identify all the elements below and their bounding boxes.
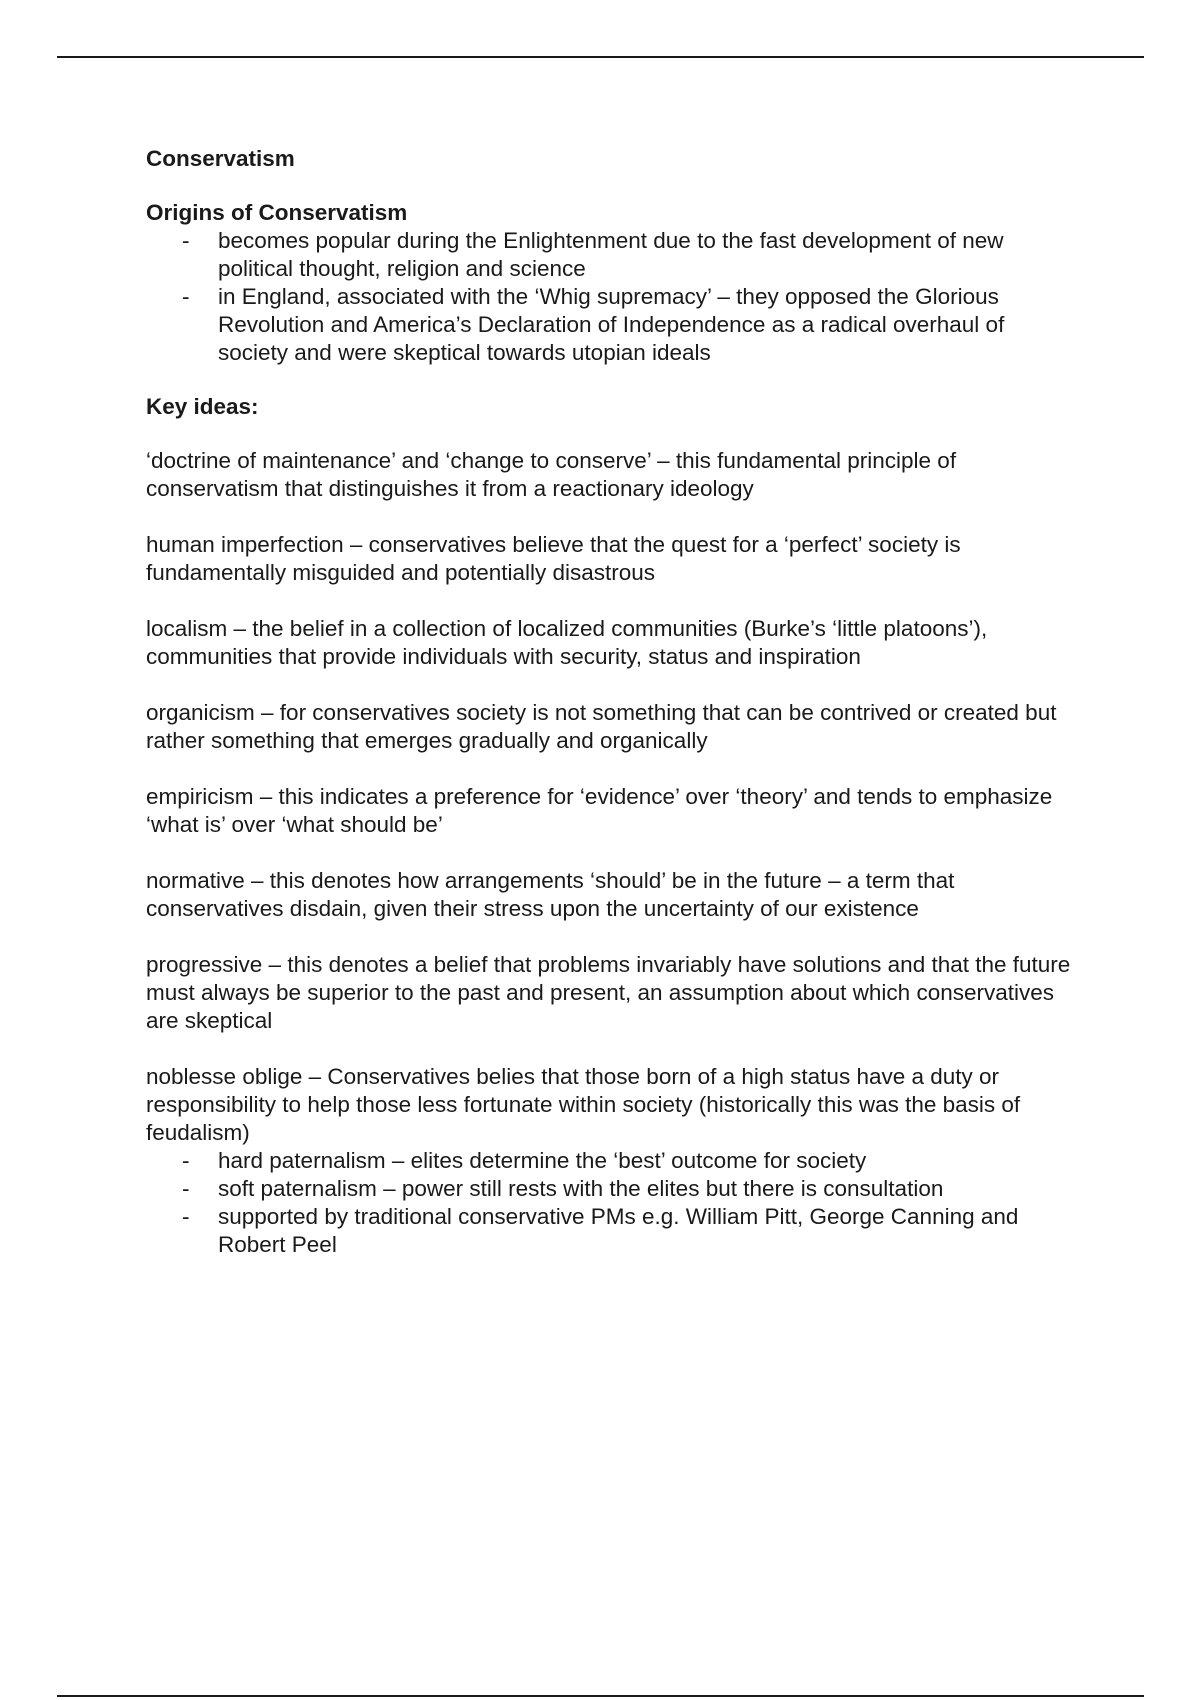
list-item-text: supported by traditional conservative PMs e.g. William Pitt, George Canning and Robert Peel bbox=[218, 1204, 1019, 1257]
key-ideas-heading: Key ideas: bbox=[146, 394, 259, 419]
key-idea-paragraph: human imperfection – conservatives believe that the quest for a ‘perfect’ society is fundamentally misguided and potentially disastrous bbox=[146, 532, 961, 585]
list-item bbox=[146, 283, 1076, 367]
document-body bbox=[146, 145, 1076, 1259]
list-item-text: soft paternalism – power still rests with the elites but there is consultation bbox=[218, 1176, 944, 1201]
key-idea-paragraph: ‘doctrine of maintenance’ and ‘change to conserve’ – this fundamental principle of conservatism that distinguishes it from a reactionary ideology bbox=[146, 448, 957, 501]
key-idea-paragraph: normative – this denotes how arrangements ‘should’ be in the future – a term that conservatives disdain, given their stress upon the uncertainty of our existence bbox=[146, 868, 955, 921]
bullet-dash: - bbox=[182, 284, 190, 309]
noblesse-list bbox=[146, 1147, 1076, 1259]
key-idea-paragraph: organicism – for conservatives society is not something that can be contrived or created but rather something that emerges gradually and organically bbox=[146, 700, 1057, 753]
origins-heading: Origins of Conservatism bbox=[146, 200, 408, 225]
list-item bbox=[146, 1175, 1076, 1203]
list-item bbox=[146, 1147, 1076, 1175]
document-title: Conservatism bbox=[146, 146, 295, 171]
list-item-text: hard paternalism – elites determine the ‘best’ outcome for society bbox=[218, 1148, 867, 1173]
bullet-dash: - bbox=[182, 1176, 190, 1201]
list-item-text: becomes popular during the Enlightenment due to the fast development of new political thought, religion and science bbox=[218, 228, 1004, 281]
key-idea-paragraph: empiricism – this indicates a preference for ‘evidence’ over ‘theory’ and tends to emphasize ‘what is’ over ‘what should be’ bbox=[146, 784, 1053, 837]
bullet-dash: - bbox=[182, 1204, 190, 1229]
bullet-dash: - bbox=[182, 228, 190, 253]
origins-list bbox=[146, 227, 1076, 367]
key-idea-paragraph: progressive – this denotes a belief that problems invariably have solutions and that the future must always be superior to the past and present, an assumption about which conservatives are skeptical bbox=[146, 952, 1071, 1033]
list-item bbox=[146, 227, 1076, 283]
footer-rule bbox=[57, 1695, 1144, 1697]
key-idea-paragraph: localism – the belief in a collection of localized communities (Burke’s ‘little platoons’), communities that provide individuals with security, status and inspiration bbox=[146, 616, 988, 669]
list-item-text: in England, associated with the ‘Whig supremacy’ – they opposed the Glorious Revolution and America’s Declaration of Independence as a radical overhaul of society and were skeptical towards utopian ideals bbox=[218, 284, 1005, 365]
key-idea-paragraph: noblesse oblige – Conservatives belies that those born of a high status have a duty or responsibility to help those less fortunate within society (historically this was the basis of feudalism) bbox=[146, 1064, 1021, 1145]
list-item bbox=[146, 1203, 1076, 1259]
bullet-dash: - bbox=[182, 1148, 190, 1173]
header-rule bbox=[57, 56, 1144, 58]
